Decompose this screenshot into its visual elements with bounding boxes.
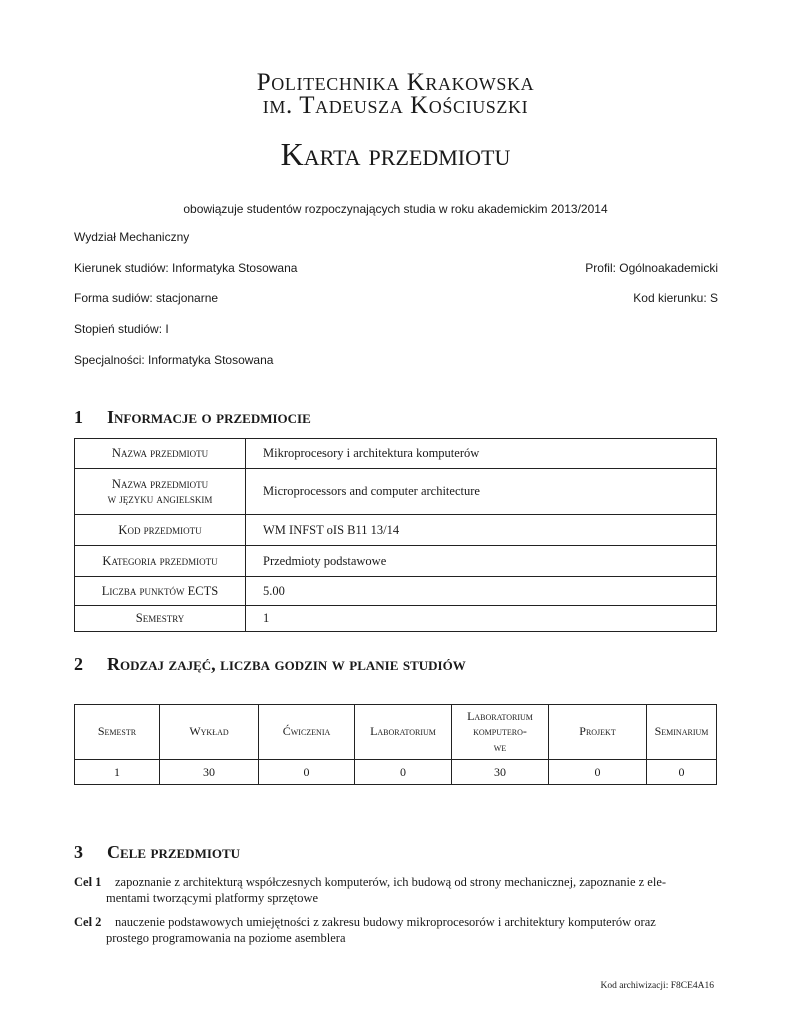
ects-label: Liczba punktów ECTS bbox=[75, 577, 246, 606]
col-laboratorium: Laboratorium bbox=[355, 705, 452, 760]
degree-level: Stopień studiów: I bbox=[74, 322, 169, 336]
col-lab-komputerowe-line1: Laboratorium bbox=[467, 708, 533, 723]
cell-cwiczenia: 0 bbox=[259, 760, 355, 785]
section-2-title: Rodzaj zajęć, liczba godzin w planie studiów bbox=[107, 654, 466, 674]
ects-value: 5.00 bbox=[246, 577, 717, 606]
table-row bbox=[75, 577, 717, 606]
cell-projekt: 0 bbox=[549, 760, 647, 785]
table-row bbox=[75, 606, 717, 632]
goal-1-text-line1: zapoznanie z architekturą współczesnych komputerów, ich budową od strony mechanicznej, zapoznanie z ele- bbox=[115, 875, 667, 889]
col-seminarium: Seminarium bbox=[647, 705, 717, 760]
semesters-value: 1 bbox=[246, 606, 717, 632]
section-3-heading bbox=[74, 843, 734, 863]
course-category-value: Przedmioty podstawowe bbox=[246, 546, 717, 577]
col-projekt: Projekt bbox=[549, 705, 647, 760]
university-name-line1: Politechnika Krakowska bbox=[256, 69, 535, 96]
english-name-value: Microprocessors and computer architecture bbox=[246, 469, 717, 515]
section-1-title: Informacje o przedmiocie bbox=[107, 407, 311, 427]
cell-wyklad: 30 bbox=[160, 760, 259, 785]
table-row bbox=[75, 515, 717, 546]
goal-2-label: Cel 2 bbox=[74, 915, 102, 929]
table-header-row bbox=[75, 705, 717, 760]
cell-laboratorium: 0 bbox=[355, 760, 452, 785]
table-row bbox=[75, 546, 717, 577]
col-lab-komputerowe-line2: komputero- bbox=[473, 724, 527, 739]
table-row bbox=[75, 760, 717, 785]
cell-seminarium: 0 bbox=[647, 760, 717, 785]
section-2-heading bbox=[74, 655, 734, 675]
english-name-label bbox=[75, 469, 246, 515]
section-2-number: 2 bbox=[74, 654, 83, 674]
goal-item bbox=[74, 874, 719, 906]
course-code-value: WM INFST oIS B11 13/14 bbox=[246, 515, 717, 546]
table-row bbox=[75, 439, 717, 469]
english-name-label-line1: Nazwa przedmiotu bbox=[111, 476, 209, 491]
goal-2-text-line2: prostego programowania na poziome asemblera bbox=[106, 931, 346, 945]
table-row bbox=[75, 469, 717, 515]
study-form: Forma sudiów: stacjonarne bbox=[74, 291, 219, 305]
field-of-study: Kierunek studiów: Informatyka Stosowana bbox=[74, 261, 298, 275]
section-1-number: 1 bbox=[74, 407, 83, 427]
profile: Profil: Ogólnoakademicki bbox=[585, 261, 718, 275]
goal-2-text-line1: nauczenie podstawowych umiejętności z zakresu budowy mikroprocesorów i architektury komputerów oraz bbox=[115, 915, 656, 929]
goal-item bbox=[74, 914, 719, 946]
english-name-label-line2: w języku angielskim bbox=[107, 491, 213, 506]
course-code-label: Kod przedmiotu bbox=[75, 515, 246, 546]
section-3-title: Cele przedmiotu bbox=[107, 842, 241, 862]
specialties: Specjalności: Informatyka Stosowana bbox=[74, 353, 274, 367]
col-cwiczenia: Ćwiczenia bbox=[259, 705, 355, 760]
validity-note: obowiązuje studentów rozpoczynających studia w roku akademickim 2013/2014 bbox=[183, 202, 608, 216]
col-lab-komputerowe-line3: we bbox=[493, 739, 507, 754]
course-category-label: Kategoria przedmiotu bbox=[75, 546, 246, 577]
semesters-label: Semestry bbox=[75, 606, 246, 632]
archive-code: Kod archiwizacji: F8CE4A16 bbox=[600, 981, 714, 991]
faculty: Wydział Mechaniczny bbox=[74, 230, 190, 244]
cell-semestr: 1 bbox=[75, 760, 160, 785]
course-info-table bbox=[74, 438, 717, 632]
col-semestr: Semestr bbox=[75, 705, 160, 760]
cell-lab-komputerowe: 30 bbox=[452, 760, 549, 785]
university-name-line2: im. Tadeusza Kościuszki bbox=[262, 92, 529, 119]
hours-table bbox=[74, 704, 717, 785]
goal-1-text-line2: mentami tworzącymi platformy sprzętowe bbox=[106, 891, 319, 905]
goal-1-label: Cel 1 bbox=[74, 875, 102, 889]
col-wyklad: Wykład bbox=[160, 705, 259, 760]
section-1-heading bbox=[74, 408, 734, 428]
course-name-value: Mikroprocesory i architektura komputerów bbox=[246, 439, 717, 469]
course-name-label: Nazwa przedmiotu bbox=[75, 439, 246, 469]
field-code: Kod kierunku: S bbox=[633, 291, 718, 305]
page-title: Karta przedmiotu bbox=[280, 136, 511, 172]
section-3-number: 3 bbox=[74, 842, 83, 862]
col-lab-komputerowe bbox=[452, 705, 549, 760]
